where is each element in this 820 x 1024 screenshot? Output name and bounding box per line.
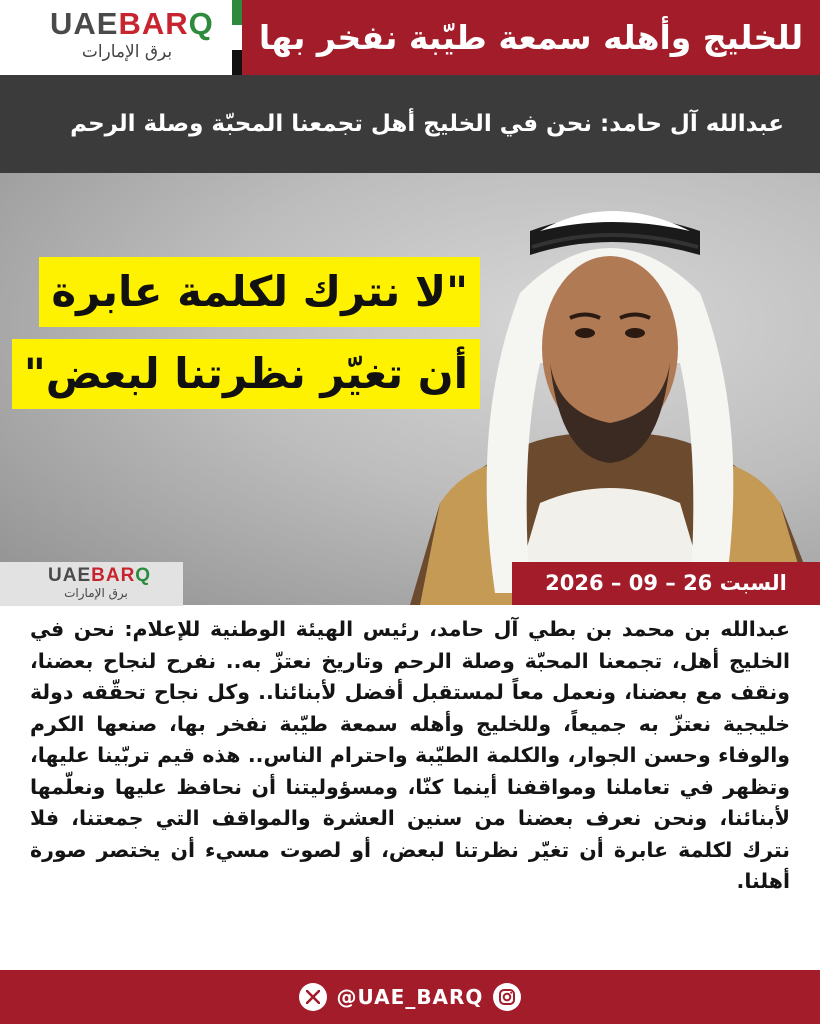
watermark-wordmark [48,565,151,587]
watermark-part-q: Q [135,565,152,586]
watermark-part-uae: UAE [48,565,92,586]
article-body: عبدالله بن محمد بن بطي آل حامد، رئيس الهيئة الوطنية للإعلام: نحن في الخليج أهل، تجمعنا المحبّة وصلة الرحم وتاريخ نعتزّ به.. نفرح لنجاح بعضنا، ونقف مع بعضنا، ونعمل معاً لمستقبل أفضل لأبنائنا.. وكل نجاح تحقّقه دولة خليجية نعتزّ به جميعاً، وللخليج وأهله سمعة طيّبة نفخر بها، صنعها الكرم والوفاء وحسن الجوار، والكلمة الطيّبة واحترام الناس.. هذه قيم تربّينا عليها، وتظهر في تعاملنا ومواقفنا أينما كنّا، ومسؤوليتنا أن نحافظ عليها ونعلّمها لأبنائنا، ونحن نعرف بعضنا من سنين العشرة والمواقف التي جمعتنا، فلا نترك لكلمة عابرة أن تغيّر نظرتنا لبعض، أو لصوت مسيء أن يختصر صورة أهلنا. [30,617,790,893]
footer [0,970,820,1024]
news-photo [0,173,820,605]
logo-part-uae: UAE [50,6,119,41]
logo-part-bar: BAR [118,6,189,41]
quote-line-1: "لا نترك لكلمة عابرة [39,257,480,327]
date-badge: السبت 26 – 09 – 2026 [512,562,820,605]
logo-arabic-text: برق الإمارات [81,42,173,62]
top-banner [0,0,820,75]
logo-wordmark [50,6,214,42]
brand-logo[interactable] [0,0,232,75]
watermark-logo [0,562,183,606]
watermark-part-bar: BAR [91,565,136,586]
social-handle[interactable]: @UAE_BARQ [336,985,484,1009]
logo-part-q: Q [188,6,214,41]
x-icon[interactable] [299,983,327,1011]
quote-line-2: أن تغيّر نظرتنا لبعض" [12,339,480,409]
headline: للخليج وأهله سمعة طيّبة نفخر بها [242,0,820,75]
watermark-arabic-text: برق الإمارات [64,586,128,600]
instagram-icon[interactable] [493,983,521,1011]
flag-stripe [232,0,242,75]
subheadline: عبدالله آل حامد: نحن في الخليج أهل تجمعنا المحبّة وصلة الرحم [0,75,820,173]
